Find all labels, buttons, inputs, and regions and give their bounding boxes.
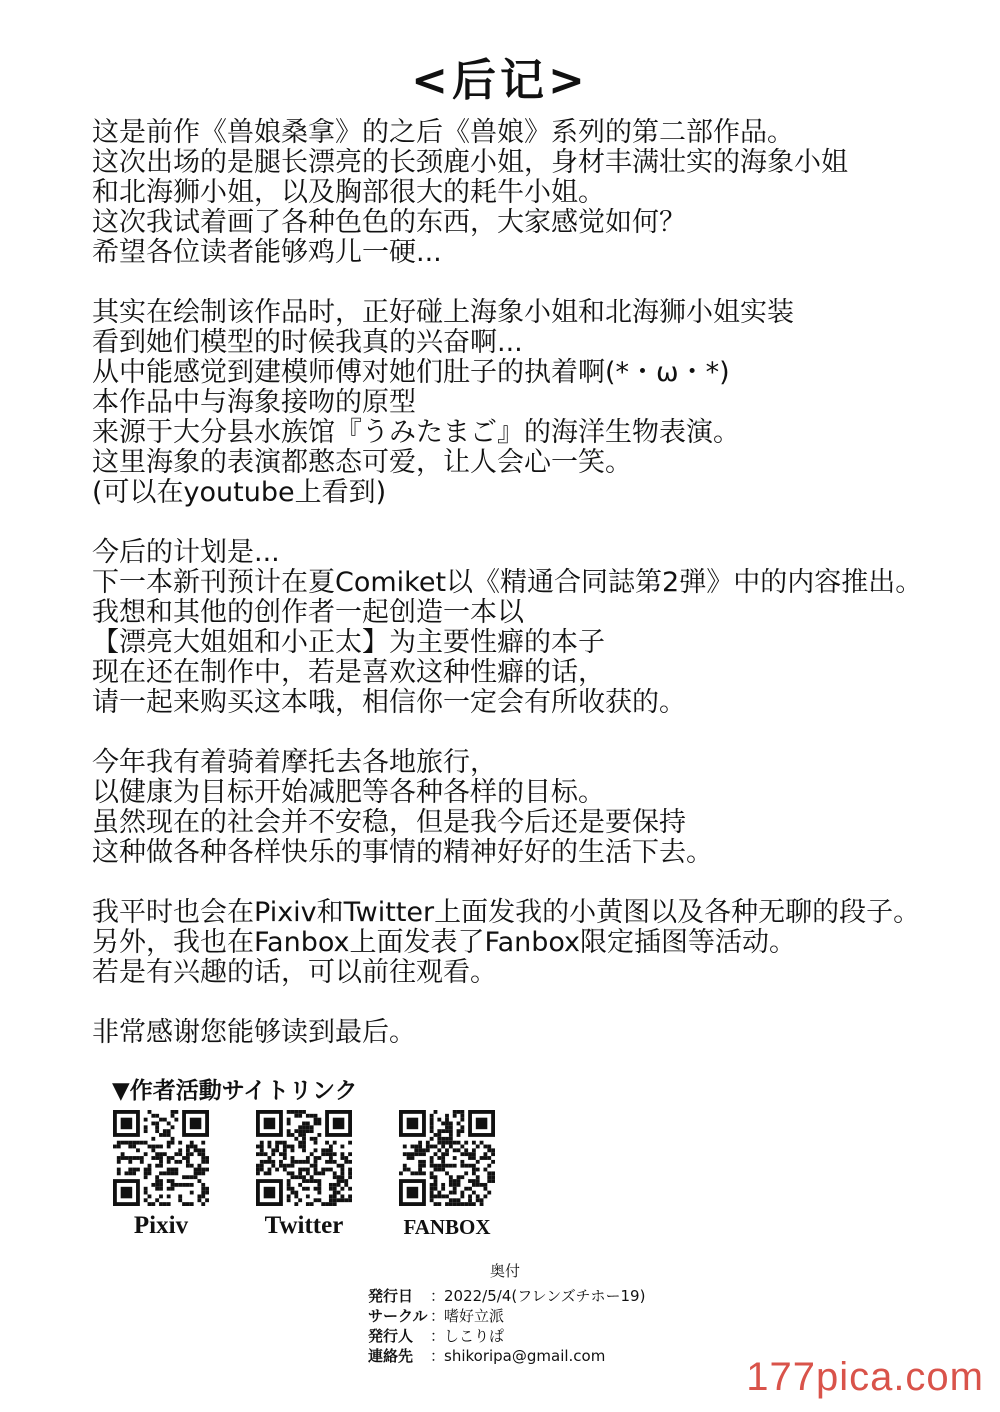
- site-watermark: 177pica.com: [738, 1353, 992, 1402]
- colophon-row-date: [368, 1286, 645, 1306]
- text-line: 这次我试着画了各种色色的东西，大家感觉如何？: [92, 207, 686, 238]
- text-line: 请一起来购买这本哦，相信你一定会有所收获的。: [92, 687, 686, 718]
- text-line: 看到她们模型的时候我真的兴奋啊...: [92, 327, 523, 358]
- text-line: 今年我有着骑着摩托去各地旅行，: [92, 747, 497, 778]
- text-line: 现在还在制作中，若是喜欢这种性癖的话，: [92, 657, 605, 688]
- text-line: (可以在youtube上看到): [92, 477, 387, 508]
- colophon-title: 奥付: [489, 1262, 520, 1280]
- text-line: 其实在绘制该作品时，正好碰上海象小姐和北海狮小姐实装: [92, 297, 794, 328]
- paragraph-thanks: [92, 1018, 972, 1048]
- colophon-key: 連絡先: [368, 1347, 414, 1365]
- colophon-value: しこりぱ: [444, 1327, 505, 1345]
- text-line: 这里海象的表演都憨态可爱，让人会心一笑。: [92, 447, 632, 478]
- colophon: [368, 1286, 645, 1366]
- colophon-separator: ：: [430, 1327, 446, 1345]
- text-line: 这次出场的是腿长漂亮的长颈鹿小姐，身材丰满壮实的海象小姐: [92, 147, 848, 178]
- twitter-qr-code-icon[interactable]: [256, 1110, 352, 1206]
- colophon-value: 2022/5/4(フレンズチホー19): [444, 1287, 646, 1305]
- twitter-label: Twitter: [264, 1212, 344, 1239]
- paragraph-personal: [92, 748, 972, 868]
- fanbox-qr-block[interactable]: [392, 1110, 502, 1240]
- text-line: 我想和其他的创作者一起创造一本以: [92, 597, 524, 628]
- fanbox-qr-code-icon[interactable]: [399, 1110, 495, 1206]
- text-line: 另外，我也在Fanbox上面发表了Fanbox限定插图等活动。: [92, 927, 797, 958]
- colophon-key: 発行日: [368, 1287, 414, 1305]
- colophon-separator: ：: [430, 1347, 446, 1365]
- text-line: 这是前作《兽娘桑拿》的之后《兽娘》系列的第二部作品。: [92, 117, 794, 148]
- colophon-value: 嗜好立派: [444, 1307, 505, 1325]
- text-line: 本作品中与海象接吻的原型: [92, 387, 416, 418]
- pixiv-label: Pixiv: [133, 1212, 189, 1239]
- colophon-key: サークル: [368, 1307, 428, 1325]
- fanbox-label: FANBOX: [403, 1215, 491, 1239]
- text-line: 这种做各种各样快乐的事情的精神好好的生活下去。: [92, 837, 713, 868]
- colophon-value[interactable]: shikoripa@gmail.com: [444, 1347, 606, 1365]
- text-line: 【漂亮大姐姐和小正太】为主要性癖的本子: [92, 627, 605, 658]
- colophon-separator: ：: [430, 1287, 446, 1305]
- text-line: 我平时也会在Pixiv和Twitter上面发我的小黄图以及各种无聊的段子。: [92, 897, 921, 928]
- afterword-body: [92, 118, 972, 1078]
- colophon-row-circle: [368, 1306, 645, 1326]
- pixiv-qr-block[interactable]: [106, 1110, 216, 1240]
- paragraph-intro: [92, 118, 972, 268]
- colophon-row-contact: [368, 1346, 645, 1366]
- page-title: <后记>: [411, 55, 589, 106]
- paragraph-production: [92, 298, 972, 508]
- text-line: 和北海狮小姐，以及胸部很大的耗牛小姐。: [92, 177, 605, 208]
- text-line: 虽然现在的社会并不安稳，但是我今后还是要保持: [92, 807, 686, 838]
- colophon-row-publisher: [368, 1326, 645, 1346]
- text-line: 从中能感觉到建模师傅对她们肚子的执着啊(*・ω・*): [92, 357, 730, 388]
- text-line: 以健康为目标开始减肥等各种各样的目标。: [92, 777, 605, 808]
- text-line: 若是有兴趣的话，可以前往观看。: [92, 957, 497, 988]
- author-links-heading: ▼作者活動サイトリンク: [112, 1077, 358, 1104]
- text-line: 下一本新刊预计在夏Comiket以《精通合同誌第2弾》中的内容推出。: [92, 567, 923, 598]
- paragraph-plans: [92, 538, 972, 718]
- pixiv-qr-code-icon[interactable]: [113, 1110, 209, 1206]
- paragraph-social: [92, 898, 972, 988]
- text-line: 非常感谢您能够读到最后。: [92, 1017, 416, 1048]
- colophon-key: 発行人: [368, 1327, 414, 1345]
- colophon-separator: ：: [430, 1307, 446, 1325]
- twitter-qr-block[interactable]: [249, 1110, 359, 1240]
- text-line: 来源于大分县水族馆『うみたまご』的海洋生物表演。: [92, 417, 740, 448]
- text-line: 希望各位读者能够鸡儿一硬...: [92, 237, 442, 268]
- text-line: 今后的计划是...: [92, 537, 280, 568]
